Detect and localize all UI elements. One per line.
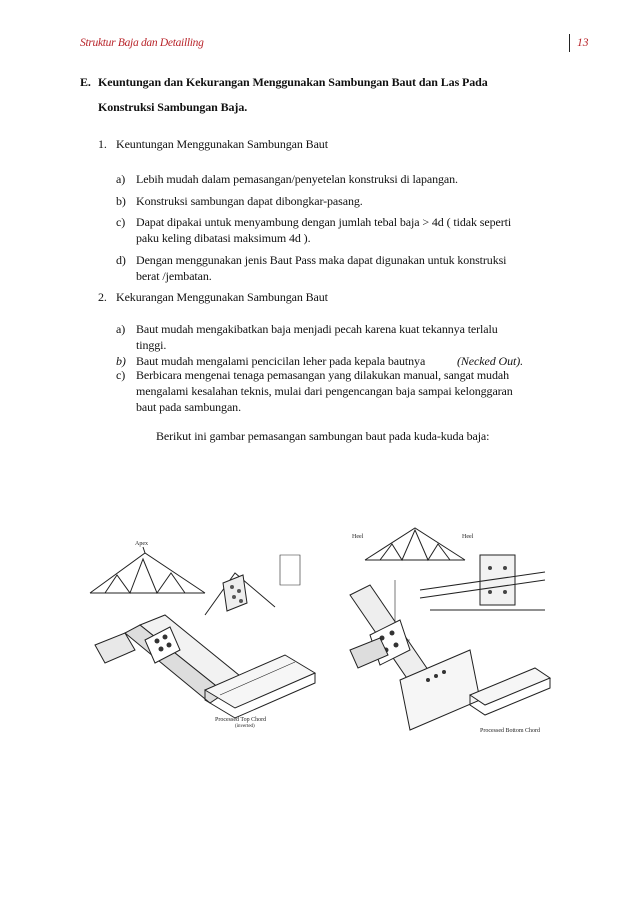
adv-d-marker: d) — [116, 253, 126, 267]
processed-top-chord-sublabel: (inverted) — [235, 724, 255, 729]
dis-a-line1: Baut mudah mengakibatkan baja menjadi pecah karena kuat tekannya terlalu — [136, 322, 498, 336]
adv-c-marker: c) — [116, 215, 126, 229]
figure-caption: Berikut ini gambar pemasangan sambungan baut pada kuda-kuda baja: — [156, 429, 490, 443]
dis-b-line1: Baut mudah mengalami pencicilan leher pada kepala bautnya — [136, 354, 426, 368]
processed-bottom-chord-label: Processed Bottom Chord — [480, 728, 540, 734]
adv-c-line1: Dapat dipakai untuk menyambung dengan jumlah tebal baja > 4d ( tidak seperti — [136, 215, 512, 229]
apex-connection-figure — [85, 515, 325, 729]
adv-d-line1: Dengan menggunakan jenis Baut Pass maka dapat digunakan untuk konstruksi — [136, 253, 507, 267]
heel-connection-figure — [340, 520, 555, 745]
processed-top-chord-label: Processed Top Chord — [215, 717, 267, 723]
dis-c-marker: c) — [116, 368, 126, 382]
dis-c-line1: Berbicara mengenai tenaga pemasangan yang dilakukan manual, sangat mudah — [136, 368, 509, 382]
section-title-line1: Keuntungan dan Kekurangan Menggunakan Sambungan Baut dan Las Pada — [98, 75, 488, 89]
apex-label: Apex — [135, 541, 148, 547]
adv-d-line2: berat /jembatan. — [136, 269, 212, 283]
adv-b-marker: b) — [116, 194, 126, 208]
header-divider — [569, 34, 570, 52]
dis-c-line2: mengalami kesalahan teknis, mulai dari pengencangan baja sampai kelonggaran — [136, 384, 513, 398]
adv-a-marker: a) — [116, 172, 126, 186]
heel-left-label: Heel — [352, 534, 364, 540]
section-letter: E. — [80, 75, 91, 89]
advantages-number: 1. — [98, 137, 107, 151]
page-number: 13 — [577, 37, 589, 49]
disadvantages-heading: Kekurangan Menggunakan Sambungan Baut — [116, 290, 328, 304]
dis-c-line3: baut pada sambungan. — [136, 400, 241, 414]
section-title-line2: Konstruksi Sambungan Baja. — [98, 100, 248, 114]
disadvantages-number: 2. — [98, 290, 107, 304]
adv-b-line1: Konstruksi sambungan dapat dibongkar-pasang. — [136, 194, 363, 208]
dis-b-marker: b) — [116, 354, 126, 368]
adv-a-line1: Lebih mudah dalam pemasangan/penyetelan konstruksi di lapangan. — [136, 172, 458, 186]
running-header-title: Struktur Baja dan Detailling — [80, 37, 204, 49]
dis-b-emphasis: (Necked Out). — [457, 354, 524, 368]
dis-a-marker: a) — [116, 322, 126, 336]
dis-a-line2: tinggi. — [136, 338, 167, 352]
adv-c-line2: paku keling dibatasi maksimum 4d ). — [136, 231, 311, 245]
heel-right-label: Heel — [462, 534, 474, 540]
advantages-heading: Keuntungan Menggunakan Sambungan Baut — [116, 137, 328, 151]
